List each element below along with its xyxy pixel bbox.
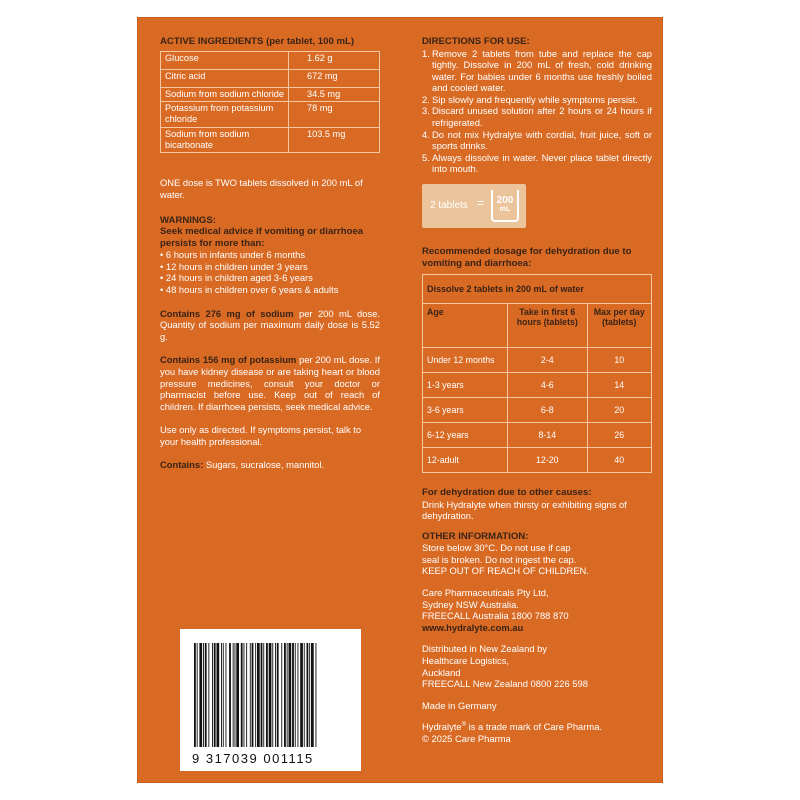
barcode-bar (229, 643, 231, 747)
other-info-line: seal is broken. Do not ingest the cap. (422, 553, 577, 565)
other-causes-heading: For dehydration due to other causes: (422, 487, 592, 499)
barcode-bar (275, 643, 276, 747)
sodium-bold: Contains 276 mg of sodium (160, 307, 294, 319)
nz-line: Auckland (422, 666, 461, 678)
list-item: • 24 hours in children aged 3-6 years (160, 272, 313, 284)
barcode-bar (311, 643, 314, 747)
table-row (161, 69, 380, 87)
barcode-bar (226, 643, 227, 747)
barcode-bar (235, 643, 236, 747)
barcode-bar (252, 643, 254, 747)
barcode-bar (233, 643, 234, 747)
barcode-bar (298, 643, 299, 747)
ingredient-name: Potassium from potassium chloride (161, 102, 289, 128)
table-row (161, 102, 380, 128)
table-cell: 6-12 years (423, 423, 508, 448)
barcode-number: 9 317039 001115 (192, 751, 314, 766)
other-info-line: Store below 30°C. Do not use if cap (422, 542, 571, 554)
cup-value: 200 (496, 195, 514, 207)
barcode-bar (197, 643, 198, 747)
list-item (422, 105, 652, 128)
table-cell: 8-14 (508, 423, 588, 448)
barcode-bar (246, 643, 247, 747)
table-row (161, 51, 380, 69)
other-info-heading: OTHER INFORMATION: (422, 530, 529, 542)
dosage-table (422, 274, 652, 473)
table-cell: 10 (587, 348, 651, 373)
registered-mark: ® (461, 722, 467, 729)
list-item (422, 129, 652, 152)
tablets-label: 2 tablets (430, 200, 468, 212)
column-header: Max per day (tablets) (587, 304, 651, 348)
barcode-bar (208, 643, 209, 747)
barcode-bar (287, 643, 288, 747)
step-text: Sip slowly and frequently while symptoms persist. (432, 93, 638, 105)
nz-line: Healthcare Logistics, (422, 654, 510, 666)
step-number: 5. (422, 151, 430, 163)
barcode-bar (221, 643, 222, 747)
table-row (423, 348, 652, 373)
table-header-row (423, 304, 652, 348)
warnings-section (160, 215, 380, 296)
barcode-bar (214, 643, 216, 747)
made-in: Made in Germany (422, 699, 497, 711)
barcode-bars (194, 643, 346, 749)
ingredient-value: 78 mg (289, 102, 380, 128)
nz-line: FREECALL New Zealand 0800 226 598 (422, 678, 588, 690)
step-number: 1. (422, 47, 430, 59)
ingredient-name: Sodium from sodium bicarbonate (161, 127, 289, 153)
company-line: Care Pharmaceuticals Pty Ltd, (422, 587, 549, 598)
active-ingredients-heading: ACTIVE INGREDIENTS (per tablet, 100 mL) (160, 36, 355, 47)
other-info-line: KEEP OUT OF REACH OF CHILDREN. (422, 565, 589, 577)
sodium-text: per 200 mL dose. Quantity of sodium per maximum daily dose is 5.52 g. (160, 307, 380, 342)
barcode-bar (212, 643, 213, 747)
trademark-brand: Hydralyte (422, 721, 462, 733)
table-cell: Under 12 months (423, 348, 508, 373)
ingredient-value: 672 mg (289, 69, 380, 87)
contains-statement (160, 459, 380, 471)
cup-unit: mL (499, 206, 511, 214)
other-causes-text: Drink Hydralyte when thirsty or exhibiting signs of dehydration. (422, 498, 627, 522)
barcode-bar (244, 643, 245, 747)
barcode-bar (266, 643, 268, 747)
table-cell: 2-4 (508, 348, 588, 373)
step-number: 3. (422, 105, 430, 117)
step-text: Always dissolve in water. Never place tablet directly into mouth. (432, 151, 652, 175)
table-cell: 14 (587, 373, 651, 398)
use-note: Use only as directed. If symptoms persist, talk to your health professional. (160, 424, 362, 447)
barcode-bar (272, 643, 273, 747)
sodium-statement (160, 308, 380, 343)
ingredient-value: 103.5 mg (289, 127, 380, 153)
company-info (422, 587, 652, 633)
nz-line: Distributed in New Zealand by (422, 643, 548, 655)
warnings-subheading: Seek medical advice if vomiting or diarrhoea persists for more than: (160, 226, 364, 249)
directions-list (422, 48, 652, 176)
barcode (180, 629, 361, 771)
table-cell: 4-6 (508, 373, 588, 398)
table-row (423, 398, 652, 423)
left-column (160, 36, 380, 471)
barcode-bar (292, 643, 294, 747)
list-item: • 6 hours in infants under 6 months (160, 249, 306, 261)
potassium-bold: Contains 156 mg of potassium (160, 354, 297, 366)
company-line: FREECALL Australia 1800 788 870 (422, 610, 569, 622)
ingredient-name: Citric acid (161, 69, 289, 87)
table-cell: 12-20 (508, 448, 588, 473)
directions-heading: DIRECTIONS FOR USE: (422, 36, 530, 47)
barcode-bar (263, 643, 264, 747)
warnings-list (160, 249, 380, 295)
nz-distribution (422, 643, 652, 689)
step-text: Remove 2 tablets from tube and replace the cap tightly. Dissolve in 200 mL of fresh, cold drinking water. For babies under 6 months use freshly boiled and cooled water. (432, 47, 652, 94)
table-row (161, 87, 380, 102)
barcode-bar (284, 643, 286, 747)
barcode-bar (199, 643, 202, 747)
table-row (423, 423, 652, 448)
barcode-bar (217, 643, 220, 747)
table-cell: 6-8 (508, 398, 588, 423)
barcode-bar (257, 643, 260, 747)
barcode-bar (309, 643, 310, 747)
barcode-bar (241, 643, 243, 747)
ingredient-value: 34.5 mg (289, 87, 380, 102)
step-text: Discard unused solution after 2 hours or 24 hours if refrigerated. (432, 105, 652, 129)
table-cell: 20 (587, 398, 651, 423)
barcode-bar (236, 643, 239, 747)
trademark-notice (422, 721, 652, 733)
list-item (422, 152, 652, 175)
potassium-text: per 200 mL dose. If you have kidney disease or are taking heart or blood pressure medicines, consult your doctor or pharmacist before use. Keep out of reach of children. If diarrhoea persists, seek medical advice. (160, 354, 380, 412)
table-row (161, 127, 380, 153)
barcode-bar (307, 643, 309, 747)
tablet-dosage-graphic (422, 184, 526, 228)
potassium-statement (160, 354, 380, 412)
barcode-bar (295, 643, 296, 747)
table-cell: 26 (587, 423, 651, 448)
barcode-bar (269, 643, 272, 747)
dosage-table-title: Dissolve 2 tablets in 200 mL of water (423, 275, 652, 304)
copyright: © 2025 Care Pharma (422, 732, 511, 744)
barcode-bar (277, 643, 279, 747)
dosage-heading: Recommended dosage for dehydration due to vomiting and diarrhoea: (422, 246, 632, 269)
ingredient-value: 1.62 g (289, 51, 380, 69)
table-cell: 1-3 years (423, 373, 508, 398)
barcode-bar (261, 643, 263, 747)
product-back-panel (137, 17, 663, 783)
barcode-bar (289, 643, 292, 747)
barcode-bar (281, 643, 282, 747)
list-item: • 48 hours in children over 6 years & adults (160, 283, 339, 295)
table-cell: 40 (587, 448, 651, 473)
list-item: • 12 hours in children under 3 years (160, 260, 308, 272)
barcode-bar (304, 643, 305, 747)
ingredient-name: Glucose (161, 51, 289, 69)
list-item (422, 48, 652, 94)
barcode-bar (203, 643, 204, 747)
equals-sign: = (477, 196, 485, 211)
dose-note: ONE dose is TWO tablets dissolved in 200 mL of water. (160, 177, 363, 201)
table-cell: 12-adult (423, 448, 508, 473)
barcode-bar (223, 643, 224, 747)
contains-text: Sugars, sucralose, mannitol. (203, 459, 325, 471)
table-row (423, 448, 652, 473)
barcode-bar (250, 643, 251, 747)
barcode-bar (194, 643, 196, 747)
list-item (422, 94, 652, 106)
table-title-row (423, 275, 652, 304)
table-row (423, 373, 652, 398)
contains-bold: Contains: (160, 459, 204, 471)
trademark-text: is a trade mark of Care Pharma. (466, 721, 603, 733)
right-column (422, 36, 652, 745)
cup-icon (491, 190, 519, 222)
step-text: Do not mix Hydralyte with cordial, fruit juice, soft or sports drinks. (432, 128, 652, 152)
step-number: 4. (422, 128, 430, 140)
website-link[interactable]: www.hydralyte.com.au (422, 621, 524, 633)
step-number: 2. (422, 93, 430, 105)
barcode-bar (300, 643, 303, 747)
company-line: Sydney NSW Australia. (422, 598, 519, 610)
barcode-bar (205, 643, 207, 747)
column-header: Age (423, 304, 508, 348)
table-cell: 3-6 years (423, 398, 508, 423)
ingredient-name: Sodium from sodium chloride (161, 87, 289, 102)
barcode-bar (255, 643, 256, 747)
barcode-bar (316, 643, 317, 747)
column-header: Take in first 6 hours (tablets) (508, 304, 588, 348)
active-ingredients-table (160, 51, 380, 154)
warnings-heading: WARNINGS: (160, 214, 216, 226)
